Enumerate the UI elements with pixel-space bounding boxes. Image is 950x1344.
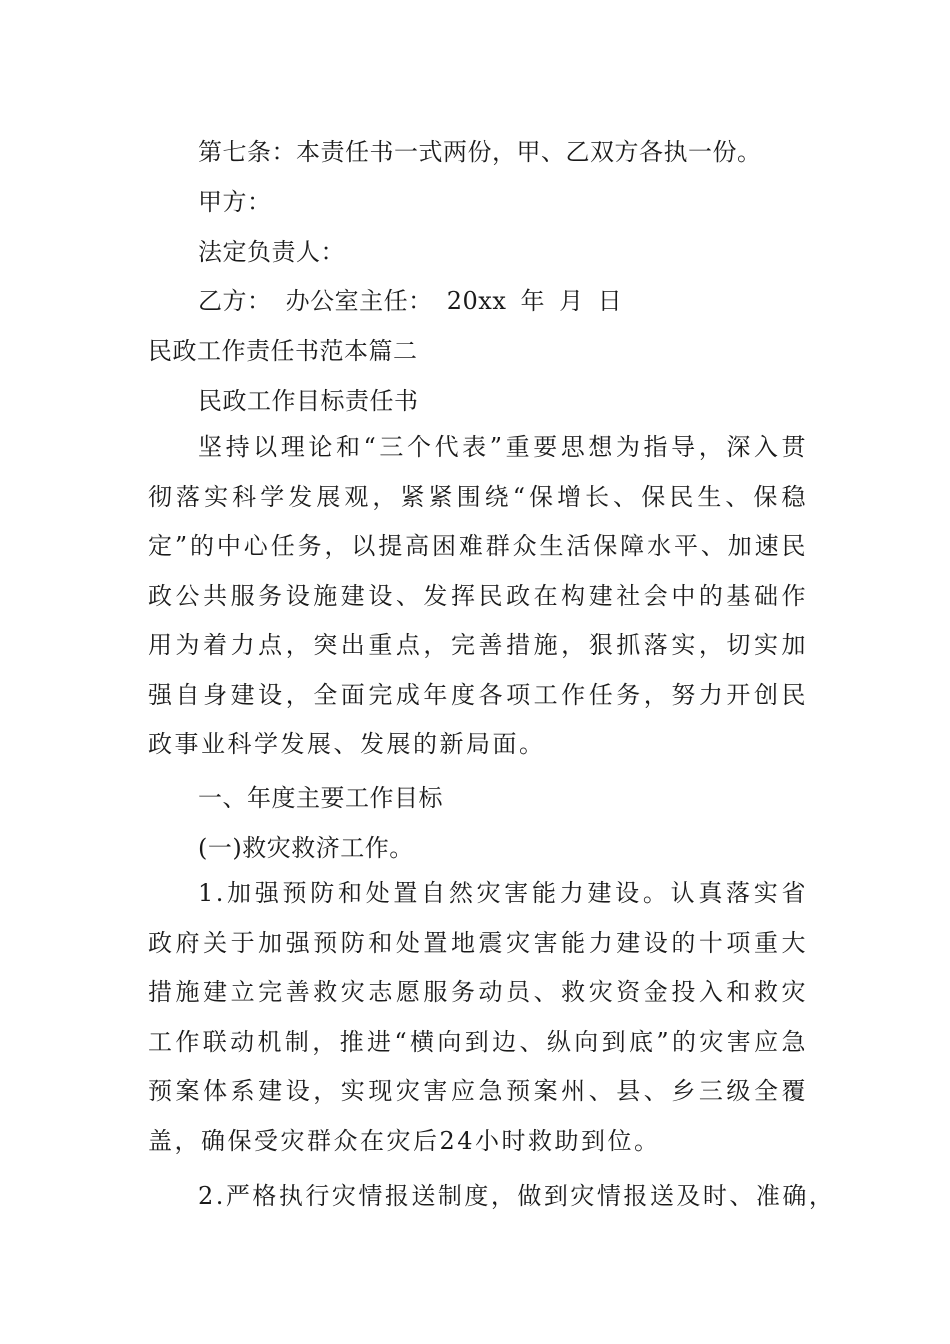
subsection-one-heading: (一)救灾救济工作。 — [198, 834, 414, 862]
clause-seven: 第七条：本责任书一式两份，甲、乙双方各执一份。 — [198, 138, 762, 166]
party-a-label: 甲方： — [198, 188, 272, 216]
legal-representative-label: 法定负责人： — [198, 238, 345, 266]
intro-paragraph: 坚持以理论和“三个代表”重要思想为指导，深入贯彻落实科学发展观，紧紧围绕“保增长、保民生、保稳定”的中心任务，以提高困难群众生活保障水平、加速民政公共服务设施建设、发挥民政在构建社会中的基础作用为着力点，突出重点，完善措施，狠抓落实，切实加强自身建设，全面完成年度各项工作任务，努力开创民政事业科学发展、发展的新局面。 — [148, 433, 808, 758]
document-subtitle: 民政工作目标责任书 — [198, 387, 419, 415]
party-b-signature-line: 乙方： 办公室主任： 20xx 年 月 日 — [198, 287, 623, 315]
item-two-paragraph: 2.严格执行灾情报送制度，做到灾情报送及时、准确， — [198, 1182, 836, 1210]
section-heading-part-two: 民政工作责任书范本篇二 — [148, 337, 418, 365]
section-one-heading: 一、年度主要工作目标 — [198, 784, 443, 812]
item-one-paragraph: 1.加强预防和处置自然灾害能力建设。认真落实省政府关于加强预防和处置地震灾害能力建设的十项重大措施建立完善救灾志愿服务动员、救灾资金投入和救灾工作联动机制，推进“横向到边、纵向到底”的灾害应急预案体系建设，实现灾害应急预案州、县、乡三级全覆盖，确保受灾群众在灾后24小时救助到位。 — [148, 879, 808, 1155]
